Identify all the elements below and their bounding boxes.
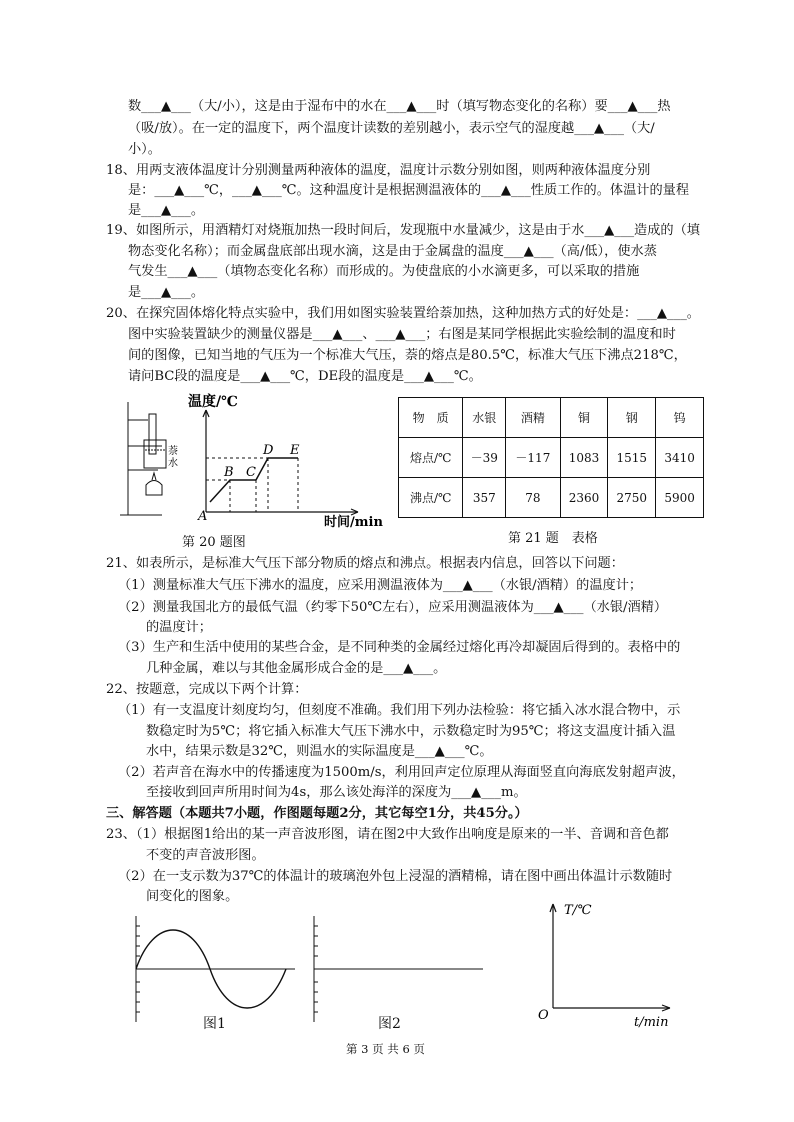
q23-line: （2）在一支示数为37℃的体温计的玻璃泡外包上浸湿的酒精棉，请在图中画出体温计示数随时 [118,869,673,884]
cell: 1083 [560,438,608,478]
q18-line: 18、用两支液体温度计分别测量两种液体的温度，温度计示数分别如图，则两种液体温度分别 [106,163,651,178]
q17-line: 数___▲___（大/小），这是由于湿布中的水在___▲___时（填写物态变化的名称）要___▲___热 [128,99,671,114]
q19-line: 19、如图所示，用酒精灯对烧瓶加热一段时间后，发现瓶中水量减少，这是由于水___▲___造成的（填 [106,223,700,238]
q23-line: 间变化的图象。 [146,889,239,904]
apparatus [120,402,166,515]
cell: 1515 [608,438,656,478]
temp-ylabel: T/℃ [564,903,592,918]
table-row [399,438,704,478]
cell: 沸点/℃ [399,478,463,518]
q22-line: 水中，结果示数是32℃，则温水的实际温度是___▲___℃。 [146,744,493,759]
q22-line: （2）若声音在海水中的传播速度为1500m/s，利用回声定位原理从海面竖直向海底发射超声波， [118,765,685,780]
point-C: C [246,465,256,480]
cell: 3410 [656,438,704,478]
cell: 钢 [608,398,656,438]
cell: 钨 [656,398,704,438]
fig20-caption: 第 20 题图 [182,535,246,550]
fig20-ylabel: 温度/℃ [188,394,238,410]
page-footer: 第 3 页 共 6 页 [346,1042,425,1056]
q17-line: （吸/放）。在一定的温度下，两个温度计读数的差别越小，表示空气的湿度越___▲___（大/ [128,121,655,136]
q20-line: 20、在探究固体熔化特点实验中，我们用如图实验装置给萘加热，这种加热方式的好处是：___▲___。 [106,306,700,321]
cell: 2750 [608,478,656,518]
fig20-diagram [118,390,398,530]
q21-line: （3）生产和生活中使用的某些合金，是不同种类的金属经过熔化再冷却凝固后得到的。表格中的 [118,640,681,655]
q23-line: 不变的声音波形图。 [146,848,265,863]
point-D: D [263,443,274,458]
q21-line: 21、如表所示，是标准大气压下部分物质的熔点和沸点。根据表内信息，回答以下问题： [106,556,624,571]
q17-line: 小）。 [128,142,161,157]
q20-line: 间的图像，已知当地的气压为一个标准大气压，萘的熔点是80.5℃，标准大气压下沸点218℃， [128,348,687,363]
fig20-axes [203,410,358,515]
q21-line: 几种金属，难以与其他金属形成合金的是___▲___。 [146,661,447,676]
q23-line: 23、（1）根据图1给出的某一声音波形图，请在图2中大致作出响度是原来的一半、音调和音色都 [106,827,669,842]
cell: 78 [506,478,560,518]
q20-line: 请问BC段的温度是___▲___℃，DE段的温度是___▲___℃。 [128,369,482,384]
cell: 物 质 [399,398,463,438]
q20-line: 图中实验装置缺少的测量仪器是___▲___、___▲___；右图是某同学根据此实验绘制的温度和时 [128,327,676,342]
q21-line: （1）测量标准大气压下沸水的温度，应采用测温液体为___▲___（水银/酒精）的温度计； [118,578,643,593]
table-row [399,398,704,438]
cell: 酒精 [506,398,560,438]
cell: 357 [463,478,506,518]
beaker-label-water: 水 [168,458,178,469]
point-E: E [290,443,300,458]
section-heading: 三、解答题（本题共7小题，作图题每题2分，其它每空1分，共45分。） [106,806,528,821]
q22-line: 22、按题意，完成以下两个计算： [106,682,308,697]
cell: 水银 [463,398,506,438]
cell: －117 [506,438,560,478]
q19-line: 是___▲___。 [128,285,205,300]
q19-line: 气发生___▲___（填物态变化名称）而形成的。为使盘底的小水滴更多，可以采取的措施 [128,264,640,279]
q22-line: （1）有一支温度计刻度均匀，但刻度不准确。我们用下列办法检验：将它插入冰水混合物中，示 [118,703,681,718]
point-B: B [224,465,234,480]
q18-line: 是___▲___。 [128,203,205,218]
table21-caption: 第 21 题 表格 [508,531,598,546]
fig20-xlabel: 时间/min [324,515,383,530]
q21-line: 的温度计； [146,620,212,635]
fig1-caption: 图1 [203,1016,226,1032]
cell: 熔点/℃ [399,438,463,478]
beaker-label: 萘 [168,446,178,457]
table21 [398,397,704,518]
q19-line: 物态变化名称）；而金属盘底部出现水滴，这是由于金属盘的温度___▲___（高/低），使水蒸 [128,244,657,259]
q22-line: 至接收到回声所用时间为4s，那么该处海洋的深度为___▲___m。 [146,785,527,800]
cell: 5900 [656,478,704,518]
fig1-axes [136,916,295,1022]
table-row [399,478,704,518]
q22-line: 数稳定时为5℃；将它插入标准大气压下沸水中，示数稳定时为95℃；将这支温度计插入温 [146,724,676,739]
origin-label: O [538,1008,549,1023]
q18-line: 是：___▲___℃，___▲___℃。这种温度计是根据测温液体的___▲___性质工作的。体温计的量程 [128,183,690,198]
temp-time-axes [530,896,680,1031]
cell: 2360 [560,478,608,518]
time-xlabel: t/min [634,1015,669,1030]
q21-line: （2）测量我国北方的最低气温（约零下50℃左右），应采用测温液体为___▲___（水银/酒精） [118,600,668,615]
cell: 铜 [560,398,608,438]
cell: －39 [463,438,506,478]
point-A: A [198,509,208,524]
fig2-caption: 图2 [378,1016,401,1032]
